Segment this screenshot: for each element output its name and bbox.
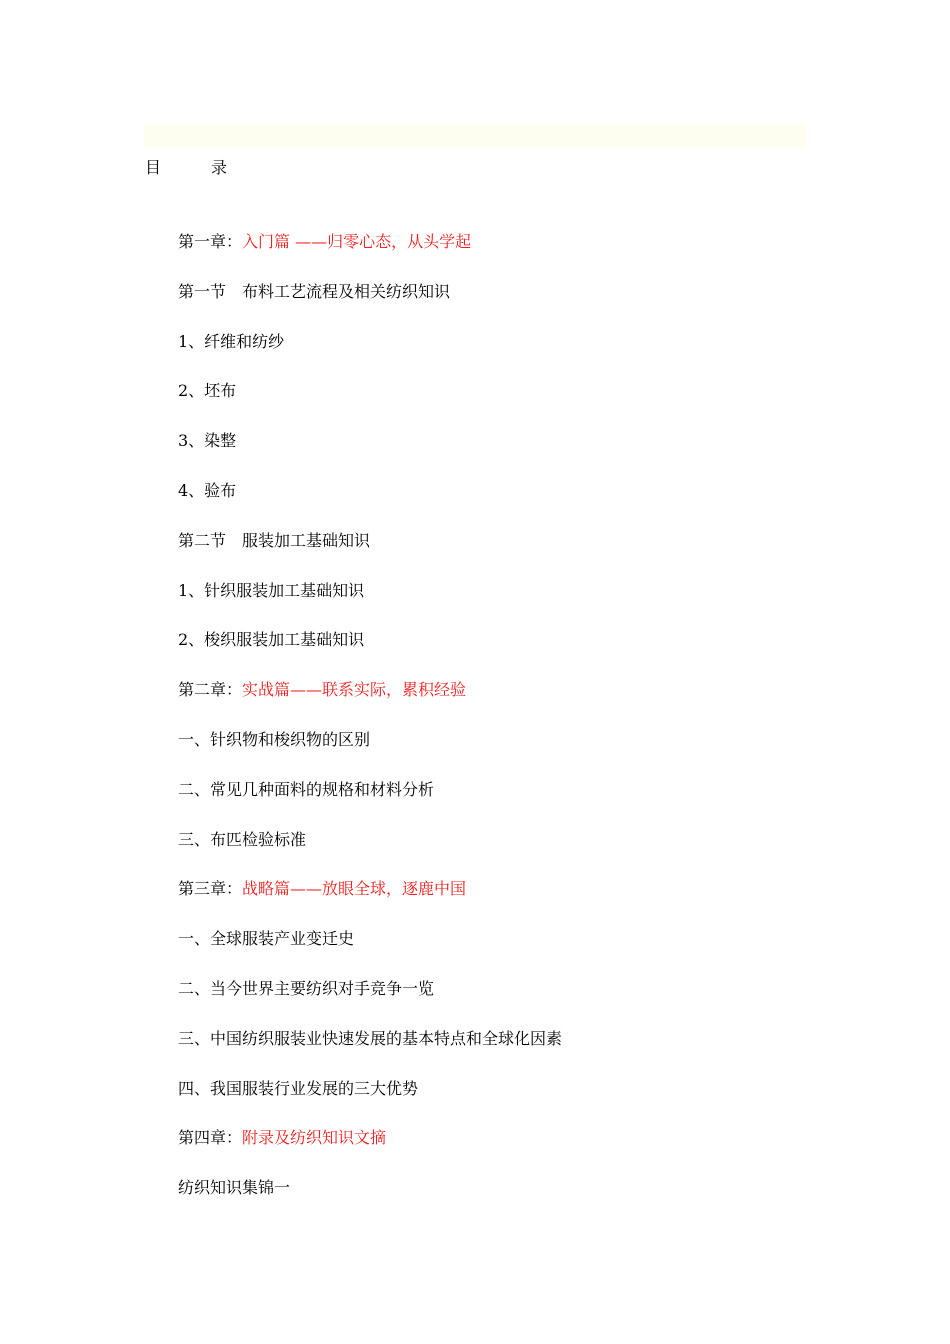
toc-entry-text: 1、针织服装加工基础知识: [178, 580, 365, 600]
toc-heading-right: 录: [211, 158, 228, 177]
toc-entry-text: 4、验布: [178, 480, 237, 500]
toc-entry[interactable]: [178, 680, 562, 730]
toc-entry-prefix: 第一章：: [178, 232, 243, 251]
chapter-title: 实战篇——联系实际，累积经验: [242, 680, 467, 700]
toc-entry-text: 一、全球服装产业变迁史: [178, 929, 355, 949]
chapter-title: 战略篇——放眼全球，逐鹿中国: [242, 879, 467, 899]
toc-entry-prefix: 第二节: [178, 530, 227, 550]
toc-entry[interactable]: [178, 979, 562, 1029]
toc-entry[interactable]: [178, 780, 562, 830]
toc-entry[interactable]: [178, 481, 562, 531]
toc-entry[interactable]: [178, 431, 562, 481]
toc-entry[interactable]: [178, 1178, 562, 1228]
toc-entry-text: 一、针织物和梭织物的区别: [178, 729, 371, 749]
toc-entry[interactable]: [178, 1128, 562, 1178]
toc-entry-text: 三、布匹检验标准: [178, 829, 307, 849]
toc-entry-text: 三、中国纺织服装业快速发展的基本特点和全球化因素: [178, 1028, 563, 1048]
toc-heading-left: 目: [145, 158, 162, 177]
toc-entry-prefix: 第二章：: [178, 680, 243, 700]
chapter-title: 入门篇 ——归零心态，从头学起: [242, 232, 472, 251]
toc-entry[interactable]: [178, 1079, 562, 1129]
toc-entry-text: 纺织知识集锦一: [178, 1178, 291, 1198]
toc-entry[interactable]: [178, 830, 562, 880]
toc-entry[interactable]: [178, 929, 562, 979]
toc-entry-text: 二、当今世界主要纺织对手竞争一览: [178, 978, 435, 998]
toc-entry-text: 2、坯布: [178, 381, 237, 401]
toc-entry-text: 3、染整: [178, 431, 237, 451]
toc-entry-text: 1、纤维和纺纱: [178, 331, 285, 351]
top-band: [144, 124, 806, 148]
toc-entry-prefix: 第四章：: [178, 1128, 243, 1148]
toc-entry[interactable]: [178, 730, 562, 780]
toc-entry[interactable]: [178, 879, 562, 929]
toc-entry-text: 2、梭织服装加工基础知识: [178, 630, 365, 650]
toc-entry-text: 服装加工基础知识: [242, 530, 371, 550]
toc-entry[interactable]: [178, 630, 562, 680]
toc-list: [178, 232, 562, 1228]
toc-entry[interactable]: [178, 332, 562, 382]
toc-entry[interactable]: [178, 282, 562, 332]
toc-entry[interactable]: [178, 232, 562, 282]
toc-entry-prefix: 第一节: [178, 281, 227, 301]
toc-entry-text: 二、常见几种面料的规格和材料分析: [178, 779, 435, 799]
toc-entry[interactable]: [178, 381, 562, 431]
toc-entry-prefix: 第三章：: [178, 879, 243, 899]
toc-entry-text: 四、我国服装行业发展的三大优势: [178, 1078, 419, 1098]
toc-entry[interactable]: [178, 1029, 562, 1079]
chapter-title: 附录及纺织知识文摘: [242, 1128, 387, 1148]
toc-entry[interactable]: [178, 531, 562, 581]
toc-entry-text: 布料工艺流程及相关纺织知识: [242, 281, 451, 301]
toc-heading: [145, 158, 227, 178]
toc-entry[interactable]: [178, 581, 562, 631]
